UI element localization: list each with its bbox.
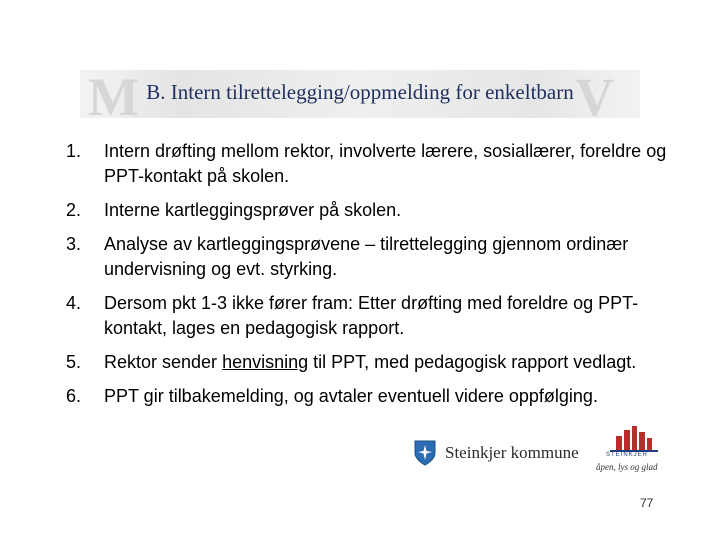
list-text bbox=[104, 352, 636, 372]
watermark-logo-right: V bbox=[575, 70, 616, 118]
shield-icon bbox=[413, 439, 437, 467]
list-number: 3. bbox=[66, 234, 82, 254]
list-item bbox=[66, 232, 676, 282]
list-item bbox=[66, 291, 676, 341]
steinkjer-brand-logo bbox=[590, 424, 674, 480]
list-item bbox=[66, 384, 676, 409]
steinkjer-kommune-logo bbox=[413, 437, 579, 469]
list-number: 2. bbox=[66, 200, 82, 220]
list-number: 4. bbox=[66, 293, 82, 313]
list-number: 5. bbox=[66, 352, 82, 372]
list-text: PPT gir tilbakemelding, og avtaler eventuell videre oppfølging. bbox=[104, 386, 598, 406]
page-number: 77 bbox=[640, 496, 654, 510]
underlined-term: henvisning bbox=[222, 352, 309, 372]
list-item bbox=[66, 350, 676, 375]
slide-title: B. Intern tilrettelegging/oppmelding for enkeltbarn bbox=[146, 80, 574, 104]
list-text: Analyse av kartleggingsprøvene – tilrettelegging gjennom ordinær undervisning og evt. styrking. bbox=[104, 234, 629, 279]
kommune-name: Steinkjer kommune bbox=[445, 443, 579, 462]
list-number: 6. bbox=[66, 386, 82, 406]
list-text: Dersom pkt 1-3 ikke fører fram: Etter drøfting med foreldre og PPT-kontakt, lages en pedagogisk rapport. bbox=[104, 293, 639, 338]
list-item bbox=[66, 139, 676, 189]
list-text-after: til PPT, med pedagogisk rapport vedlagt. bbox=[308, 352, 637, 372]
city-skyline-icon bbox=[590, 424, 674, 452]
list-number: 1. bbox=[66, 141, 82, 161]
list-text-before: Rektor sender bbox=[104, 352, 223, 372]
list-text: Interne kartleggingsprøver på skolen. bbox=[104, 200, 402, 220]
numbered-list bbox=[66, 139, 676, 418]
list-item bbox=[66, 198, 676, 223]
list-text: Intern drøfting mellom rektor, involverte lærere, sosiallærer, foreldre og PPT-kontakt på skolen. bbox=[104, 141, 667, 186]
brand-name: STEINKJER bbox=[606, 452, 649, 458]
brand-slogan: åpen, lys og glad bbox=[596, 462, 658, 472]
watermark-logo-left: M bbox=[88, 70, 141, 118]
